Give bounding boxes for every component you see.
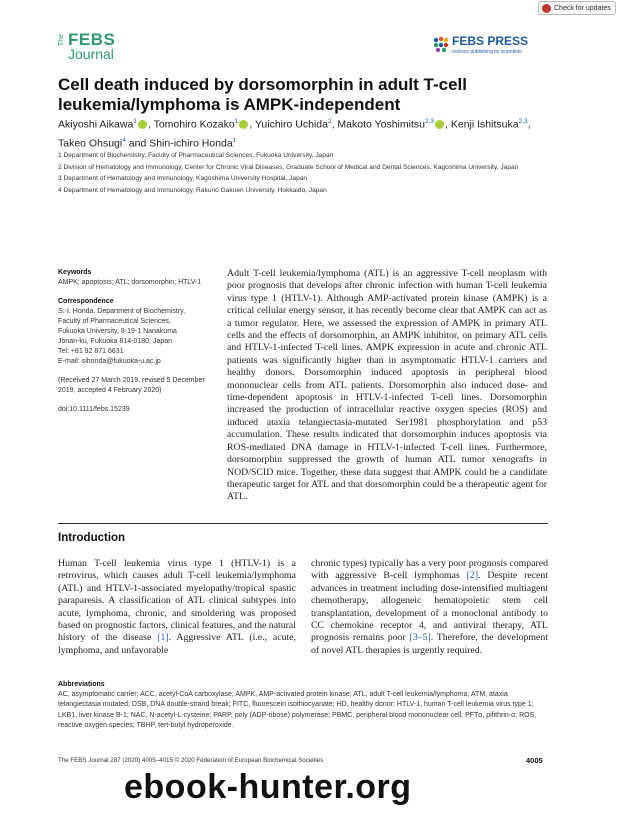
abstract-text: Adult T-cell leukemia/lymphoma (ATL) is an aggressive T-cell neoplasm with poor prognosis that develops after chronic infection with human T-cell leukemia virus type 1 (HTLV-1). Although AMP-activated protein kinase (AMPK) is a critical cellular energy sensor, it has recently become clear that AMPK can act as a tumor regulator. Here, we assessed the expression of AMPK in primary ATL cells and the effects of dorsomorphin, an AMPK inhibitor, on primary ATL cells and HTLV-1-infected T-cell lines. AMPK expression in acute and chronic ATL patients was significantly higher than in asymptomatic HTLV-1 carriers and healthy donors. Dorsomorphin induced apoptosis in peripheral blood mononuclear cells from ATL patients. Dorsomorphin also induced dose- and time-dependent apoptosis in HTLV-1-infected T-cell lines. Dorsomorphin increased the production of intracellular reactive oxygen species (ROS) and induced ataxia telangiectasia-mutated Ser1981 phosphorylation and p53 accumulation. These results indicated that dorsomorphin induces apoptosis via ROS-mediated DNA damage in HTLV-1-infected T-cell lines. Furthermore, dorsomorphin suppressed the growth of human ATL tumor xenografts in NOD/SCID mice. Together, these data suggest that AMPK could be a candidate therapeutic target for ATL and that dorsomorphin could be a therapeutic agent for ATL. — [227, 268, 547, 503]
correspondence-email[interactable]: E-mail: sihonda@fukuoka-u.ac.jp — [58, 358, 161, 365]
correspondence-line: Faculty of Pharmaceutical Sciences, — [58, 318, 171, 325]
correspondence-line: Tel: +81 92 871 6631 — [58, 348, 124, 355]
check-for-updates-button[interactable] — [538, 1, 616, 15]
logo-the: The — [58, 33, 65, 46]
received-dates: (Received 27 March 2019, revised 5 December 2019, accepted 4 February 2020) — [58, 377, 205, 394]
section-divider — [58, 523, 548, 524]
author-name: Yuichiro Uchida — [254, 118, 328, 131]
keywords-block — [58, 268, 218, 288]
introduction-column-right — [311, 558, 548, 657]
orcid-icon[interactable] — [138, 120, 147, 129]
author-name: Tomohiro Kozako — [153, 118, 235, 131]
author-affiliation-mark: 1 — [133, 118, 137, 125]
article-info-sidebar — [58, 268, 218, 424]
author-name: Kenji Ishitsuka — [450, 118, 519, 131]
febs-press-dots-icon — [432, 36, 450, 54]
check-updates-icon — [542, 4, 551, 13]
author-affiliation-mark: 2,3 — [424, 118, 435, 125]
author-name: Makoto Yoshimitsu — [337, 118, 425, 131]
introduction-heading: Introduction — [58, 532, 126, 544]
author-name: Akiyoshi Aikawa — [58, 118, 134, 131]
abbreviations-block — [58, 680, 548, 731]
affiliation-item: 3 Department of Hematology and Immunology, Kagoshima University Hospital, Japan — [58, 175, 308, 183]
author-separator: , — [331, 118, 338, 131]
author-affiliation-mark: 1 — [232, 136, 237, 144]
intro-text: Human T-cell leukemia virus type 1 (HTLV-1) is a retrovirus, which causes adult T-cell leukemia/lymphoma (ATL) and HTLV-1-associated myelopathy/tropical spastic paraparesis. A classification of ATL clinical subtypes into acute, lymphoma, chronic, and smoldering was proposed based on prognostic factors, clinical features, and the natural history of the disease — [58, 558, 296, 644]
check-updates-label: Check for updates — [554, 4, 611, 12]
intro-text: chronic types) typically has a very poor prognosis compared with aggressive B-cell lymphomas — [311, 558, 548, 582]
affiliation-item: 2 Division of Hematology and Immunology, Center for Chronic Viral Diseases, Graduate School of Medical and Dental Sciences, Kagoshima University, Japan — [58, 163, 519, 171]
keywords-text: AMPK; apoptosis; ATL; dorsomorphin; HTLV-1 — [58, 279, 202, 286]
introduction-column-left — [58, 558, 296, 657]
citation-link[interactable]: [1] — [157, 632, 169, 644]
author-separator: , — [249, 118, 255, 131]
correspondence-line: S.-I. Honda, Department of Biochemistry, — [58, 308, 186, 315]
correspondence-heading: Correspondence — [58, 298, 114, 305]
author-affiliation-mark: 2,3 — [518, 118, 528, 125]
author-separator: , — [147, 118, 154, 131]
author-affiliation-mark: 2 — [327, 118, 332, 125]
affiliation-list — [58, 151, 558, 197]
logo-febs: FEBS — [68, 30, 116, 49]
watermark: ebook-hunter.org — [124, 768, 412, 806]
press-tagline: science publishing by scientists — [452, 49, 522, 55]
page-number: 4005 — [526, 756, 543, 765]
febs-press-logo — [432, 34, 562, 62]
author-separator: , — [527, 118, 531, 131]
orcid-icon[interactable] — [239, 120, 248, 129]
citation-link[interactable]: [2] — [466, 570, 479, 582]
affiliation-item: 4 Department of Hematology and Immunology, Rakuno Gakuen University, Hokkaido, Japan — [58, 186, 327, 194]
article-title: Cell death induced by dorsomorphin in adult T-cell leukemia/lymphoma is AMPK-independent — [58, 75, 467, 114]
correspondence-line: Fukuoka University, 8-19-1 Nanakuma — [58, 328, 177, 335]
footer-citation: The FEBS Journal 287 (2020) 4005–4015 © 2020 Federation of European Biochemical Societies — [58, 757, 324, 764]
citation-link[interactable]: [3–5] — [409, 632, 431, 644]
affiliation-item: 1 Department of Biochemistry, Faculty of Pharmaceutical Sciences, Fukuoka University, Japan — [58, 152, 334, 159]
doi-link[interactable]: doi:10.1111/febs.15239 — [58, 406, 130, 413]
correspondence-block — [58, 297, 218, 367]
abbreviations-text: AC, asymptomatic carrier; ACC, acetyl-CoA carboxylase; AMPK, AMP-activated protein kinase; ATL, adult T-cell leukemia/lymphoma; ATM, ataxia telangiectasia mutated; DSB, DNA double-strand break; FITC, fluorescein isothiocyanate; HD, healthy donor; HTLV-1, human T-cell leukemia virus type 1; LKB1, liver kinase B-1; NAC, N-acetyl-L-cysteine; PARP, poly (ADP-ribose) polymerase; PBMC, peripheral blood mononuclear cell; PFTα, pifithrin-α; ROS, reactive oxygen species; TBHP, tert-butyl hydroperoxide. — [58, 691, 537, 729]
author-affiliation-mark: 1 — [234, 118, 239, 125]
intro-text: . Therefore, the development of novel ATL therapies is urgently required. — [311, 632, 548, 656]
press-name: FEBS PRESS — [452, 34, 529, 48]
author-affiliation-mark: 4 — [122, 136, 126, 144]
author-list — [58, 114, 558, 151]
author-name: Shin-ichiro Honda — [149, 137, 233, 149]
intro-text: . Aggressive ATL (i.e., acute, lymphoma, and unfavorable — [58, 632, 296, 656]
logo-journal: Journal — [68, 46, 114, 62]
abbreviations-heading: Abbreviations — [58, 681, 105, 688]
febs-journal-logo — [58, 30, 128, 64]
correspondence-line: Jonan-ku, Fukuoka 814-0180, Japan — [58, 338, 173, 345]
orcid-icon[interactable] — [435, 120, 444, 129]
author-separator: , — [445, 118, 451, 131]
intro-text: . Despite recent advances in treatment including dose-intensified multiagent chemotherapy, allogeneic hematopoietic stem cell transplantation, development of a monoclonal antibody to CC chemokine receptor 4, and antiviral therapy, ATL prognosis remains poor — [311, 570, 549, 644]
keywords-heading: Keywords — [58, 269, 92, 276]
author-separator: and — [125, 137, 150, 149]
author-name: Takeo Ohsugi — [58, 137, 123, 149]
